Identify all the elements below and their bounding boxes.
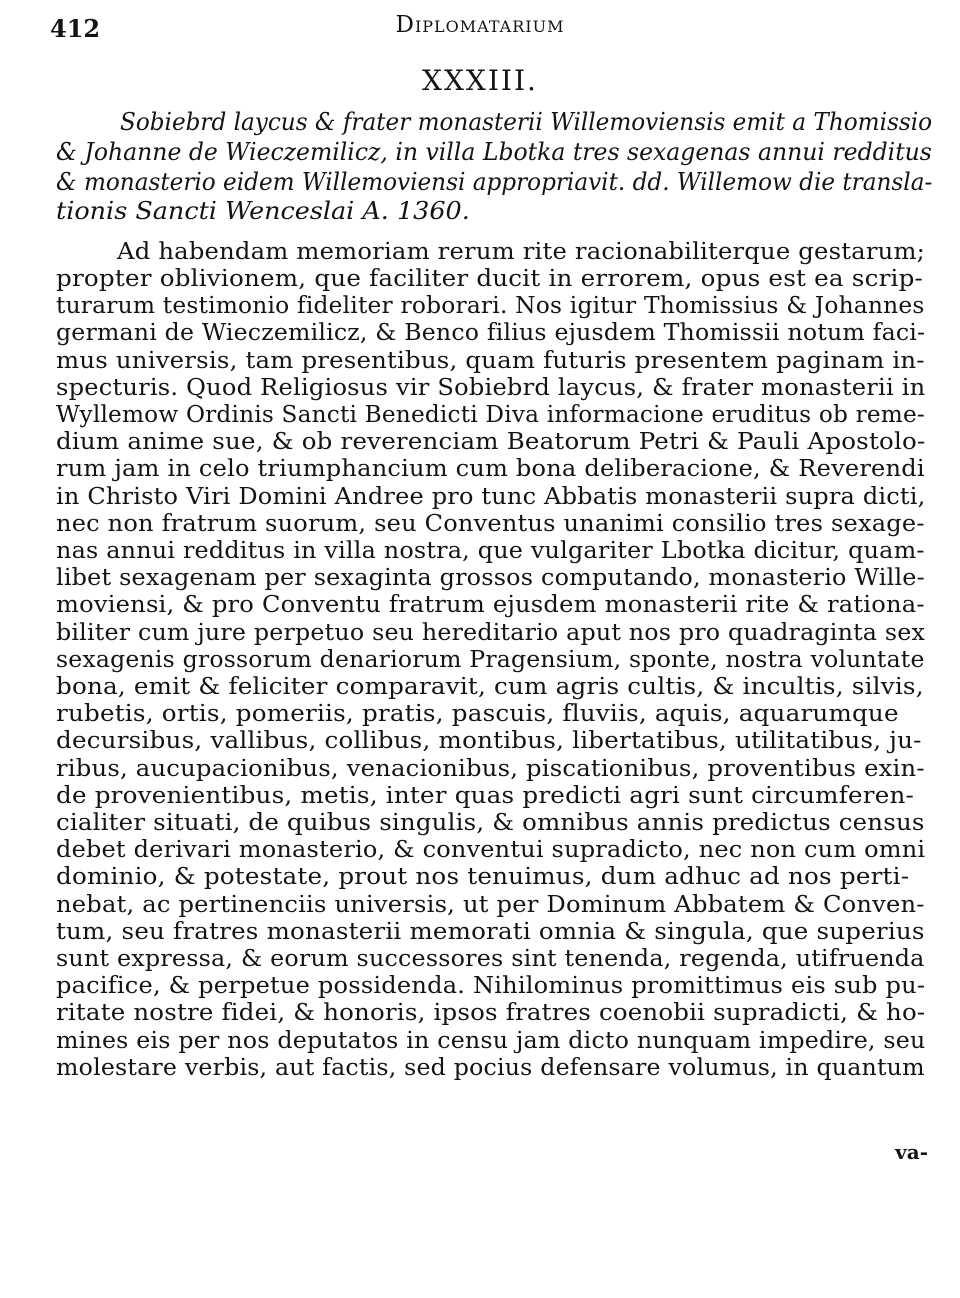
body-line: Ad habendam memoriam rerum rite racionabiliterque gestarum; bbox=[117, 238, 926, 265]
summary-line: & Johanne de Wieczemilicz, in villa Lbotka tres sexagenas annui redditus bbox=[56, 138, 932, 166]
body-line: debet derivari monasterio, & conventui supradicto, nec non cum omni bbox=[56, 836, 926, 863]
page-number: 412 bbox=[50, 14, 101, 43]
body-line: ritate nostre fidei, & honoris, ipsos fratres coenobii supradicti, & ho- bbox=[56, 999, 926, 1026]
body-line: dominio, & potestate, prout nos tenuimus, dum adhuc ad nos perti- bbox=[56, 863, 910, 890]
body-line: rum jam in celo triumphancium cum bona deliberacione, & Reverendi bbox=[56, 455, 925, 482]
body-line: sexagenis grossorum denariorum Pragensium, sponte, nostra voluntate bbox=[56, 646, 925, 673]
body-line: mines eis per nos deputatos in censu jam dicto nunquam impedire, seu bbox=[56, 1027, 926, 1054]
summary-line: Sobiebrd laycus & frater monasterii Willemoviensis emit a Thomissio bbox=[120, 108, 933, 136]
summary-line: & monasterio eidem Willemoviensi appropriavit. dd. Willemow die transla- bbox=[56, 168, 933, 196]
body-line: molestare verbis, aut factis, sed pocius defensare volumus, in quantum bbox=[56, 1054, 925, 1081]
body-line: dium anime sue, & ob reverenciam Beatorum Petri & Pauli Apostolo- bbox=[56, 428, 926, 455]
running-title: Diplomatarium bbox=[395, 12, 565, 38]
body-line: pacifice, & perpetue possidenda. Nihilominus promittimus eis sub pu- bbox=[56, 972, 926, 999]
body-line: rubetis, ortis, pomeriis, pratis, pascuis, fluviis, aquis, aquarumque bbox=[56, 700, 899, 727]
body-line: bona, emit & feliciter comparavit, cum agris cultis, & incultis, silvis, bbox=[56, 673, 924, 700]
body-line: libet sexagenam per sexaginta grossos computando, monasterio Wille- bbox=[56, 564, 925, 591]
body-line: nebat, ac pertinenciis universis, ut per Dominum Abbatem & Conven- bbox=[56, 891, 925, 918]
body-line: Wyllemow Ordinis Sancti Benedicti Diva informacione eruditus ob reme- bbox=[56, 401, 925, 428]
body-line: specturis. Quod Religiosus vir Sobiebrd laycus, & frater monasterii in bbox=[56, 374, 926, 401]
body-line: tum, seu fratres monasterii memorati omnia & singula, que superius bbox=[56, 918, 925, 945]
document-number: XXXIII. bbox=[422, 64, 538, 97]
body-line: ribus, aucupacionibus, venacionibus, piscationibus, proventibus exin- bbox=[56, 755, 925, 782]
catchword: va- bbox=[895, 1140, 928, 1164]
body-line: moviensi, & pro Conventu fratrum ejusdem monasterii rite & rationa- bbox=[56, 591, 925, 618]
body-line: turarum testimonio fideliter roborari. Nos igitur Thomissius & Johannes bbox=[56, 292, 925, 319]
body-line: mus universis, tam presentibus, quam futuris presentem paginam in- bbox=[56, 347, 925, 374]
body-line: de provenientibus, metis, inter quas predicti agri sunt circumferen- bbox=[56, 782, 915, 809]
body-line: in Christo Viri Domini Andree pro tunc Abbatis monasterii supra dicti, bbox=[56, 483, 926, 510]
body-line: nas annui redditus in villa nostra, que vulgariter Lbotka dicitur, quam- bbox=[56, 537, 925, 564]
body-line: cialiter situati, de quibus singulis, & omnibus annis predictus census bbox=[56, 809, 925, 836]
body-line: sunt expressa, & eorum successores sint tenenda, regenda, utifruenda bbox=[56, 945, 925, 972]
body-line: decursibus, vallibus, collibus, montibus, libertatibus, utilitatibus, ju- bbox=[56, 727, 922, 754]
body-line: propter oblivionem, que faciliter ducit in errorem, opus est ea scrip- bbox=[56, 265, 924, 292]
body-line: biliter cum jure perpetuo seu hereditario aput nos pro quadraginta sex bbox=[56, 619, 926, 646]
body-line: germani de Wieczemilicz, & Benco filius ejusdem Thomissii notum faci- bbox=[56, 319, 926, 346]
body-line: nec non fratrum suorum, seu Conventus unanimi consilio tres sexage- bbox=[56, 510, 925, 537]
summary-line: tionis Sancti Wenceslai A. 1360. bbox=[56, 197, 470, 225]
